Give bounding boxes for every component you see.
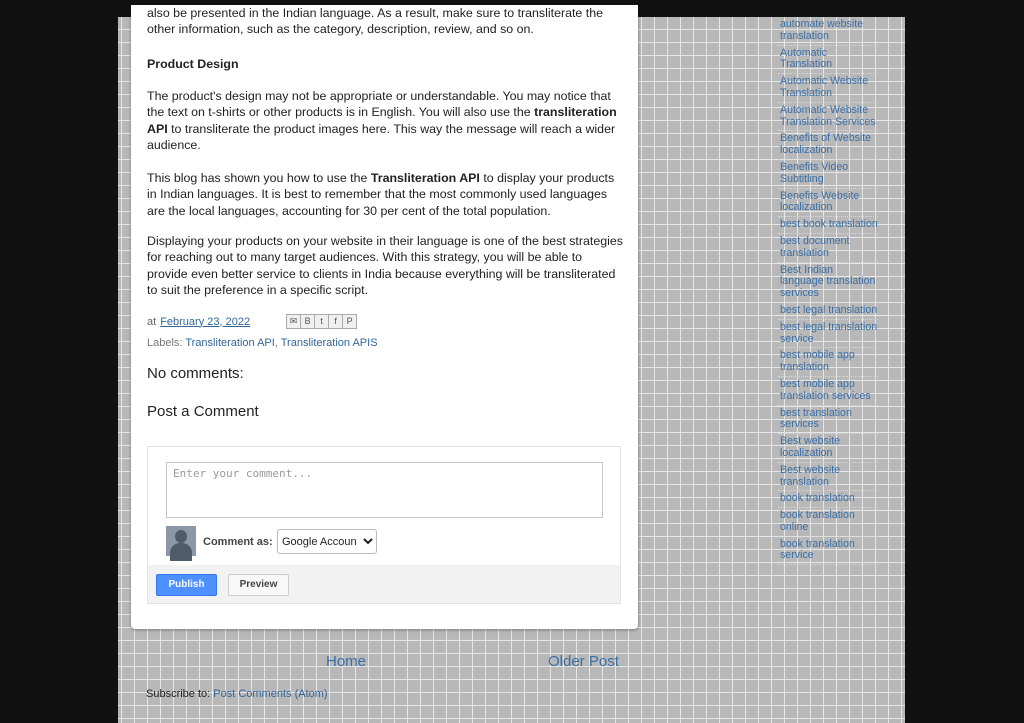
sidebar-label-link[interactable]: best translation services xyxy=(778,406,878,435)
email-icon[interactable]: ✉ xyxy=(287,315,301,328)
sidebar-label-link[interactable]: Automatic Translation xyxy=(778,46,878,75)
no-comments-heading: No comments: xyxy=(147,365,244,382)
publish-button[interactable]: Publish xyxy=(156,574,217,596)
label-link-transliteration-api[interactable]: Transliteration API xyxy=(185,337,275,349)
sidebar-label-link[interactable]: Benefits Website localization xyxy=(778,189,878,218)
paragraph-intro: also be presented in the Indian language. As a result, make sure to transliterate the other information, such as the category, description, review, and so on. xyxy=(147,6,603,37)
sidebar-label-link[interactable]: Automatic Website Translation Services xyxy=(778,103,878,132)
sidebar-label-link[interactable]: book translation service xyxy=(778,537,878,566)
page-background xyxy=(17,6,1005,723)
post-labels xyxy=(147,337,378,349)
older-post-link[interactable]: Older Post xyxy=(548,653,619,670)
blogthis-icon[interactable]: B xyxy=(301,315,315,328)
sidebar-label-link[interactable]: Automatic Website Translation xyxy=(778,74,878,103)
sidebar-labels xyxy=(778,17,878,565)
subscribe-prefix: Subscribe to: xyxy=(146,688,211,700)
paragraph-summary: This blog has shown you how to use the Transliteration API to display your products in Indian languages. It is best to remember that the most commonly used languages are the local languages, accounting for 30 per cent of the total population. xyxy=(147,171,615,218)
home-link[interactable]: Home xyxy=(326,653,367,670)
right-margin xyxy=(905,17,1005,723)
sidebar-label-link[interactable]: Best website translation xyxy=(778,463,878,492)
paragraph-conclusion: Displaying your products on your website in their language is one of the best strategies for reaching out to many target audiences. With this strategy, you will be able to provide even better service to clients in India because everything will be transliterated to suit the preference in a specific script. xyxy=(147,234,623,298)
left-margin xyxy=(17,17,118,723)
comment-input[interactable] xyxy=(166,462,603,518)
comment-form xyxy=(147,446,621,604)
subscribe-atom-link[interactable]: Post Comments (Atom) xyxy=(213,688,328,700)
comment-as-label: Comment as: xyxy=(203,536,273,548)
post-comment-heading: Post a Comment xyxy=(147,403,259,420)
twitter-icon[interactable]: t xyxy=(315,315,329,328)
facebook-icon[interactable]: f xyxy=(329,315,343,328)
sidebar-label-link[interactable]: Benefits Video Subtitling xyxy=(778,160,878,189)
preview-button[interactable]: Preview xyxy=(228,574,289,596)
avatar-head-icon xyxy=(175,530,187,543)
label-separator: , xyxy=(274,337,278,349)
post-card xyxy=(131,5,638,629)
share-buttons xyxy=(286,314,357,329)
posted-at-label: at xyxy=(147,315,157,328)
sidebar-label-link[interactable]: book translation xyxy=(778,491,878,508)
subscribe-line xyxy=(146,688,328,700)
sidebar-label-link[interactable]: Best website localization xyxy=(778,434,878,463)
sidebar-label-link[interactable]: best legal translation xyxy=(778,303,878,320)
labels-prefix: Labels: xyxy=(147,337,183,349)
post-date-link[interactable]: February 23, 2022 xyxy=(160,315,251,328)
avatar xyxy=(166,526,196,556)
sidebar-label-link[interactable]: best mobile app translation xyxy=(778,348,878,377)
post-footer xyxy=(147,314,357,329)
sidebar-label-link[interactable]: Best Indian language translation services xyxy=(778,263,878,303)
paragraph-product-design: The product's design may not be appropriate or understandable. You may notice that the text on t-shirts or other products is in English. You will also use the transliteration API to transliterate the product images here. This way the message will reach a wider audience. xyxy=(147,89,617,153)
sidebar-label-link[interactable]: Benefits of Website localization xyxy=(778,131,878,160)
sidebar-label-link[interactable]: book translation online xyxy=(778,508,878,537)
label-link-transliteration-apis[interactable]: Transliteration APIS xyxy=(280,337,378,349)
heading-product-design: Product Design xyxy=(147,57,239,71)
sidebar-label-link[interactable]: best book translation xyxy=(778,217,878,234)
sidebar-label-link[interactable]: best document translation xyxy=(778,234,878,263)
sidebar-label-link[interactable]: best legal translation service xyxy=(778,320,878,349)
sidebar-label-link[interactable]: automate website translation xyxy=(778,17,878,46)
identity-select[interactable] xyxy=(277,529,377,554)
pinterest-icon[interactable]: P xyxy=(343,315,356,328)
avatar-body-icon xyxy=(170,543,192,561)
sidebar-label-link[interactable]: best mobile app translation services xyxy=(778,377,878,406)
comment-form-toolbar xyxy=(148,565,620,603)
